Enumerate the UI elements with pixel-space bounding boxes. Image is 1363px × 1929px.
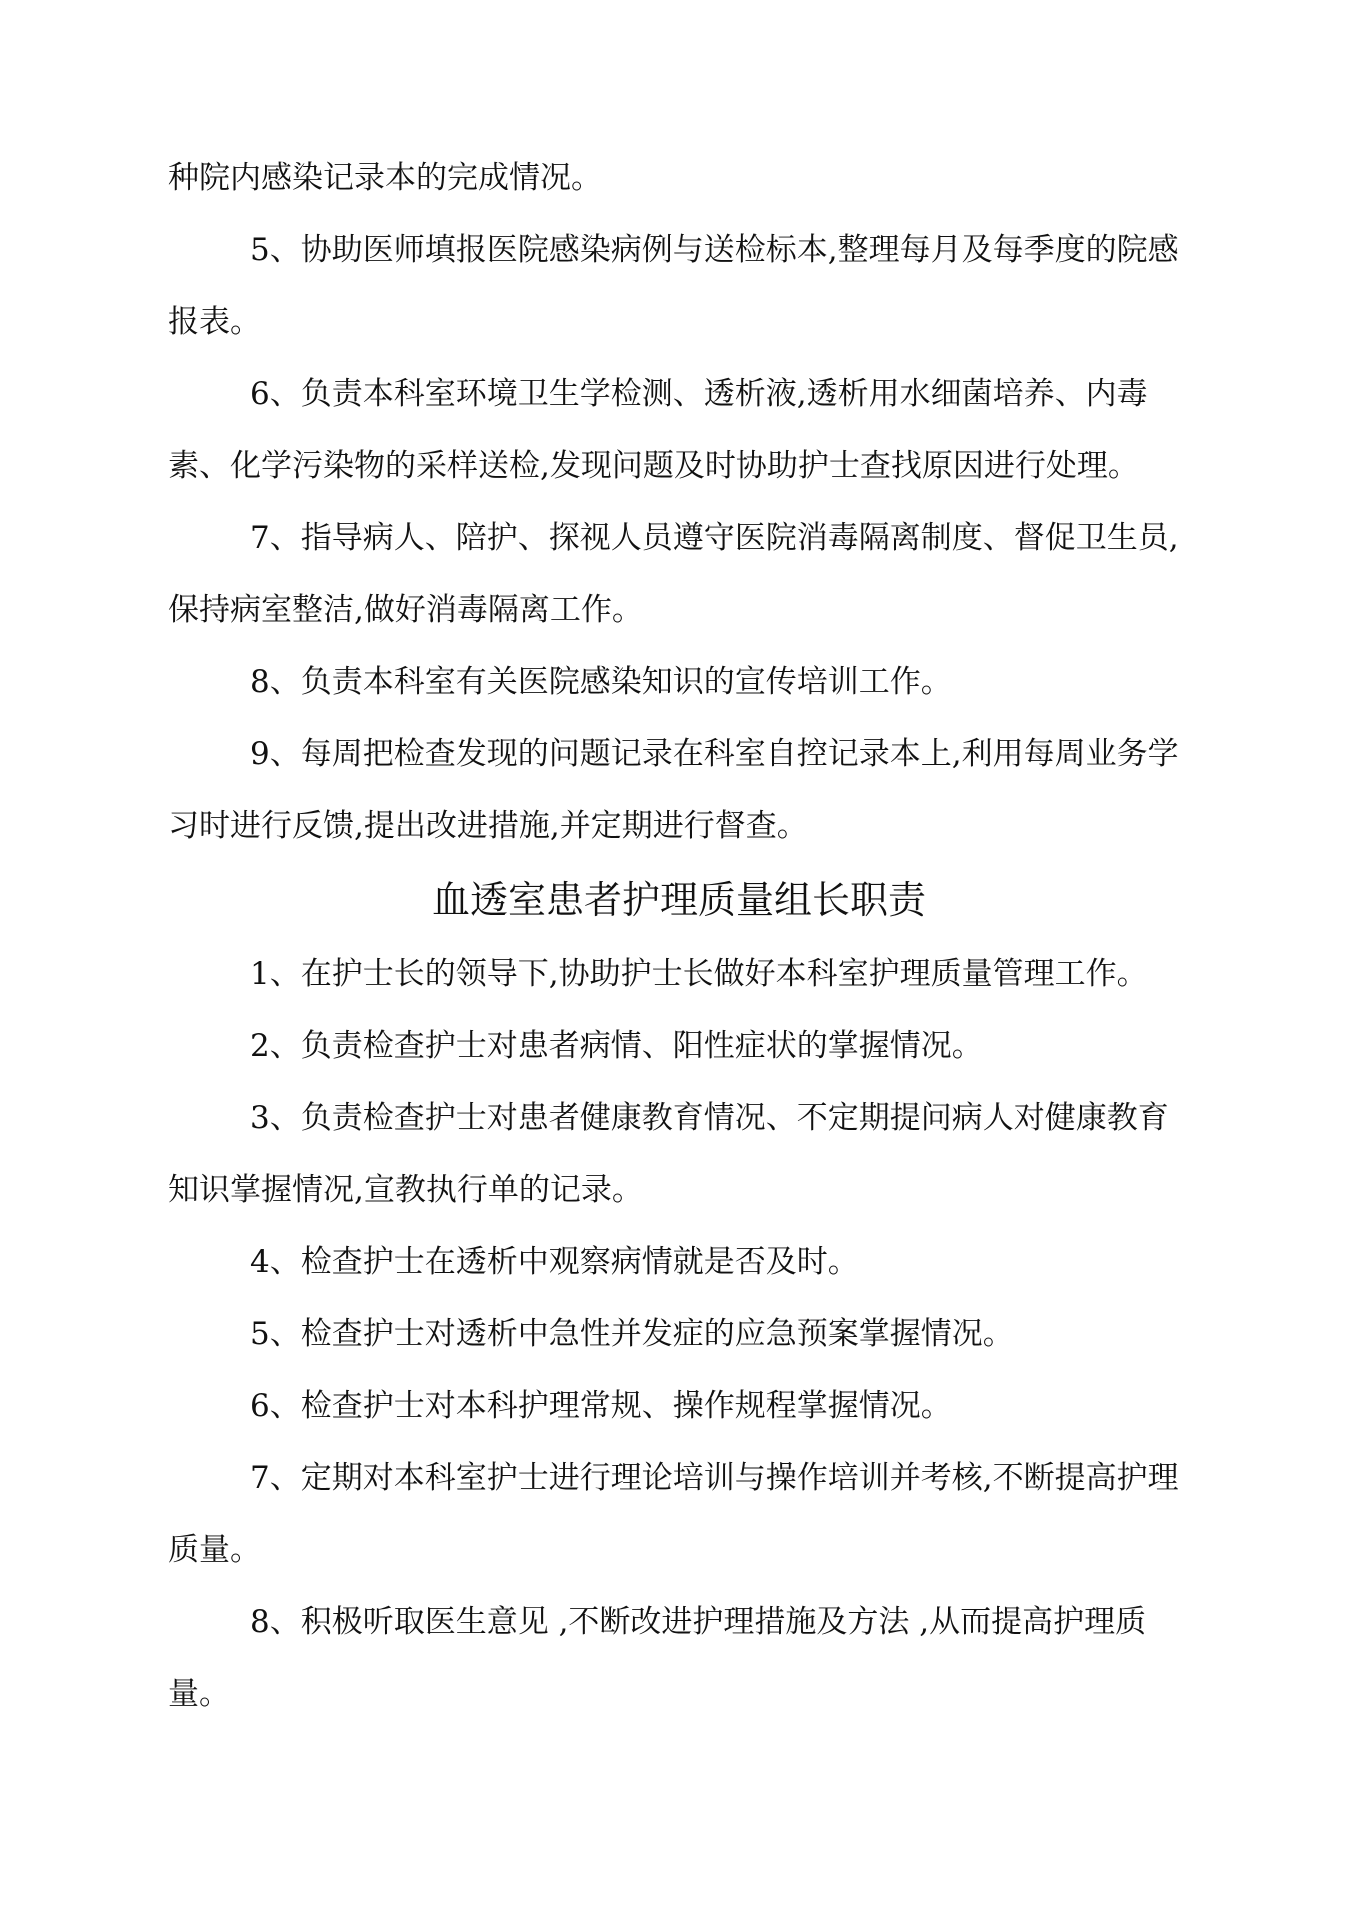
list-item: 3、负责检查护士对患者健康教育情况、不定期提问病人对健康教育知识掌握情况,宣教执行单的记录。 bbox=[168, 1100, 1169, 1208]
section-title: 血透室患者护理质量组长职责 bbox=[431, 878, 926, 922]
list-item: 7、指导病人、陪护、探视人员遵守医院消毒隔离制度、督促卫生员,保持病室整洁,做好消毒隔离工作。 bbox=[168, 520, 1179, 628]
list-item: 9、每周把检查发现的问题记录在科室自控记录本上,利用每周业务学习时进行反馈,提出改进措施,并定期进行督查。 bbox=[168, 736, 1179, 844]
list-item: 6、检查护士对本科护理常规、操作规程掌握情况。 bbox=[250, 1388, 952, 1424]
list-item: 8、负责本科室有关医院感染知识的宣传培训工作。 bbox=[250, 664, 952, 700]
list-item: 2、负责检查护士对患者病情、阳性症状的掌握情况。 bbox=[250, 1028, 983, 1064]
list-item: 8、积极听取医生意见 ,不断改进护理措施及方法 ,从而提高护理质量。 bbox=[168, 1604, 1147, 1712]
list-item: 5、协助医师填报医院感染病例与送检标本,整理每月及每季度的院感报表。 bbox=[168, 232, 1179, 340]
list-item: 1、在护士长的领导下,协助护士长做好本科室护理质量管理工作。 bbox=[250, 956, 1148, 992]
list-item: 7、定期对本科室护士进行理论培训与操作培训并考核,不断提高护理质量。 bbox=[168, 1460, 1179, 1568]
list-item: 5、检查护士对透析中急性并发症的应急预案掌握情况。 bbox=[250, 1316, 1014, 1352]
list-item: 6、负责本科室环境卫生学检测、透析液,透析用水细菌培养、内毒素、化学污染物的采样送检,发现问题及时协助护士查找原因进行处理。 bbox=[168, 376, 1148, 484]
list-item: 4、检查护士在透析中观察病情就是否及时。 bbox=[250, 1244, 859, 1280]
document-body bbox=[168, 142, 1190, 1730]
continuation-paragraph: 种院内感染记录本的完成情况。 bbox=[168, 160, 602, 196]
